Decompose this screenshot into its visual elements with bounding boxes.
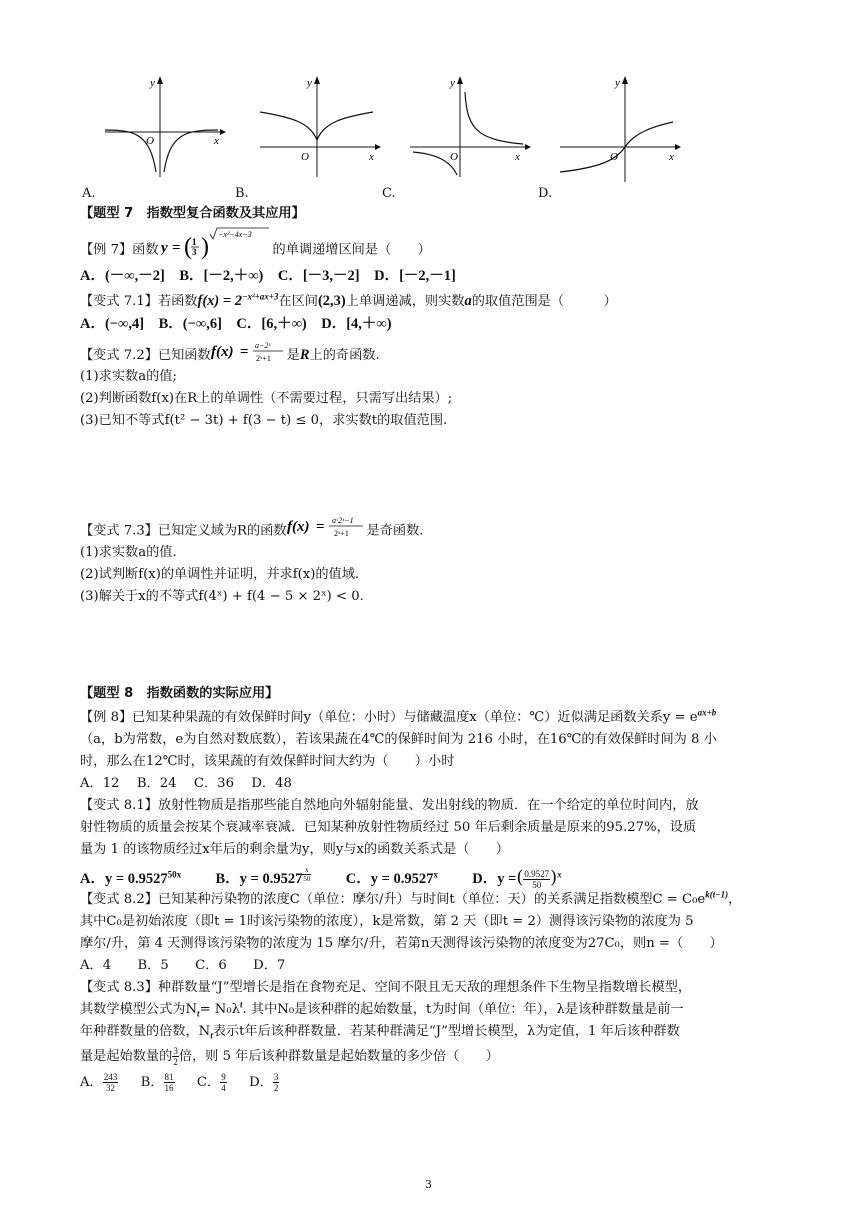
section-title-type7: 【题型 7 指数型复合函数及其应用】 <box>80 206 305 221</box>
variant-7-3-text2: 是奇函数. <box>366 523 424 539</box>
variant-8-1-option-a-exp: 50x <box>167 869 182 880</box>
svg-text:3: 3 <box>191 247 197 257</box>
variant-8-3-option-d-frac <box>273 1072 280 1093</box>
variant-7-2-q1: (1)求实数a的值; <box>80 369 177 384</box>
svg-text:=: = <box>315 519 325 535</box>
example-7-post: 的单调递增区间是（ ） <box>272 242 431 258</box>
variant-8-3-text3a: 年种群数量的倍数，N <box>80 1024 211 1039</box>
graph-option-d <box>555 72 685 182</box>
variant-7-1-text3: 上单调递减，则实数 <box>345 294 465 309</box>
svg-text:O: O <box>301 151 309 163</box>
svg-text:O: O <box>450 151 458 163</box>
variant-8-3-frac-num: 3 <box>173 1046 178 1056</box>
page-number: 3 <box>425 1178 432 1191</box>
variant-8-3-text3b: 表示t年后该种群数量．若某种群满足“J”型增长模型，λ为定值，1 年后该种群数 <box>212 1024 680 1039</box>
variant-8-2-text1: 已知某种污染物的浓度C（单位：摩尔/升）与时间t（单位：天）的关系满足指数模型C = C₀e <box>157 892 706 907</box>
variant-8-3-text2a: 其数学模型公式为N <box>80 1002 198 1017</box>
svg-text:2ˣ+1: 2ˣ+1 <box>333 529 349 538</box>
svg-text:=: = <box>239 343 249 360</box>
variant-7-1-text1: 若函数 <box>157 294 198 309</box>
variant-8-1-option-b-exp <box>302 866 311 883</box>
variant-7-1-func: f(x) = 2 <box>197 293 242 309</box>
graph-option-c <box>405 72 535 182</box>
variant-8-1-option-d-exp: x <box>557 869 562 880</box>
svg-text:y: y <box>150 77 155 89</box>
variant-8-3-sub-t2: t <box>210 1030 213 1041</box>
svg-text:f(x): f(x) <box>210 343 234 360</box>
svg-text:y: y <box>615 77 620 89</box>
variant-8-3-option-d-num: 3 <box>273 1072 279 1082</box>
svg-text:1: 1 <box>191 237 197 247</box>
variant-8-2-head: 【变式 8.2】 <box>80 892 158 907</box>
example-7-options: A．(－∞,－2] B．[－2,＋∞) C．[－3,－2] D．[－2,－1] <box>80 268 456 284</box>
example-7-question <box>80 230 431 261</box>
variant-8-1-option-b: B．y = 0.9527 <box>215 870 303 887</box>
variant-8-3-option-d: D． <box>249 1075 273 1090</box>
svg-text:(: ( <box>183 234 192 260</box>
example-7-formula <box>161 226 271 260</box>
variant-8-3-frac-den: 2 <box>173 1057 178 1067</box>
variant-8-1-options: A．$y = 0.9527^{50x}$ B．y = 0.9527 $^{\frac{x}{50}}$ C．$y = 0.9527^x$ D．y =( $\frac{0.9527}{50}$ )$^x$ <box>80 866 562 890</box>
variant-8-1-text1: 放射性物质是指那些能自然地向外辐射能量、发出射线的物质．在一个给定的单位时间内，放 <box>157 798 699 813</box>
variant-7-1-a: a <box>464 293 472 309</box>
variant-8-2-line1 <box>80 890 741 910</box>
variant-7-2-text2: 是 <box>286 348 300 363</box>
svg-text:O: O <box>146 135 154 147</box>
variant-8-3-sup-t: t <box>240 999 243 1010</box>
svg-text:f(x): f(x) <box>286 519 310 535</box>
variant-7-2-head: 【变式 7.2】 <box>80 348 158 363</box>
variant-8-2-line2: 其中C₀是初始浓度（即t = 1时该污染物的浓度），k是常数，第 2 天（即t = 2）测得该污染物的浓度为 5 <box>80 914 694 929</box>
variant-7-2-text1: 已知函数 <box>157 348 211 363</box>
variant-8-1-option-c-exp: x <box>433 869 438 880</box>
variant-8-1-line1 <box>80 796 699 816</box>
variant-8-3-option-a-den: 32 <box>105 1083 115 1093</box>
variant-8-1-option-d-frac <box>523 869 550 890</box>
variant-8-3-text4a: 量是起始数量的 <box>80 1049 173 1064</box>
svg-text:x: x <box>369 151 374 163</box>
example-7-pre: 函数 <box>132 242 159 258</box>
variant-7-2-text3: 上的奇函数. <box>309 348 380 363</box>
variant-8-3-head: 【变式 8.3】 <box>80 980 158 995</box>
variant-7-1-text2: 在区间 <box>278 294 318 309</box>
variant-8-3-option-b-num: 81 <box>164 1072 174 1082</box>
graph-label-a: A. <box>82 186 96 201</box>
variant-7-2-question: 【变式 7.2】已知函数 f(x) = a−2ˣ 2ˣ+1 是R上的奇函数. <box>80 345 380 366</box>
variant-7-2-formula <box>211 336 287 366</box>
variant-7-1-question <box>80 291 617 312</box>
example-8-exp: ax+b <box>697 707 717 718</box>
variant-7-3-q3: (3)解关于x的不等式f(4ˣ) + f(4 − 5 × 2ˣ) < 0. <box>80 589 364 604</box>
variant-7-3-q2: (2)试判断f(x)的单调性并证明，并求f(x)的值域. <box>80 567 360 582</box>
example-8-line3: 时，那么在12℃时，该果蔬的有效保鲜时间大约为（ ）小时 <box>80 754 455 769</box>
variant-8-1-head: 【变式 8.1】 <box>80 798 158 813</box>
variant-8-3-text4b: 倍，则 5 年后该种群数量是起始数量的多少倍（ ） <box>178 1049 499 1064</box>
variant-7-3-formula <box>287 511 367 541</box>
variant-8-3-option-a-num: 243 <box>103 1072 118 1082</box>
svg-text:2ˣ+1: 2ˣ+1 <box>255 353 271 363</box>
variant-7-3-head: 【变式 7.3】 <box>80 523 158 539</box>
variant-7-1-exp: −x²+ax+3 <box>241 291 279 302</box>
variant-8-1-option-d: D．y = <box>472 870 517 887</box>
variant-8-1-line3: 量为 1 的该物质经过x年后的剩余量为y，则y与x的函数关系式是（ ） <box>80 842 509 857</box>
variant-8-1-option-b-exp-num: x <box>302 866 311 875</box>
svg-text:x: x <box>669 151 674 163</box>
svg-text:x: x <box>214 135 219 147</box>
example-8-line2: （a，b为常数，e为自然对数底数），若该果蔬在4℃的保鲜时间为 216 小时，在16℃的有效保鲜时间为 8 小 <box>80 732 717 747</box>
svg-text:=: = <box>171 240 181 256</box>
variant-8-1-option-d-den: 50 <box>532 879 542 890</box>
variant-8-2-line3: 摩尔/升，第 4 天测得该污染物的浓度为 15 摩尔/升，若第n天测得该污染物的浓度变为27C₀，则n =（ ） <box>80 936 723 951</box>
section-title-type8: 【题型 8 指数函数的实际应用】 <box>80 686 279 701</box>
graph-option-a <box>100 72 230 182</box>
example-8-text1: 已知某种果蔬的有效保鲜时间y（单位：小时）与储藏温度x（单位：℃）近似满足函数关系y = e <box>132 710 698 725</box>
example-8-line1 <box>80 708 716 728</box>
variant-8-1-option-c: C．y = 0.9527 <box>345 870 434 887</box>
variant-7-2-q3: (3)已知不等式f(t² − 3t) + f(3 − t) ≤ 0，求实数t的取值范围. <box>80 413 448 428</box>
variant-7-3-q1: (1)求实数a的值. <box>80 545 177 560</box>
example-8-head: 【例 8】 <box>80 710 133 725</box>
variant-8-3-option-c-den: 4 <box>221 1083 226 1093</box>
variant-8-3-text2b: = N₀λ <box>199 1002 240 1017</box>
graph-label-b: B. <box>235 186 249 201</box>
variant-8-3-option-b: B． <box>140 1075 164 1090</box>
variant-7-2-q2: (2)判断函数f(x)在R上的单调性（不需要过程，只需写出结果）; <box>80 391 453 406</box>
variant-8-3-line2 <box>80 1000 684 1020</box>
variant-8-3-text1: 种群数量“J”型增长是指在食物充足、空间不限且无天敌的理想条件下生物呈指数增长模型， <box>157 980 692 995</box>
variant-7-1-interval: (2,3) <box>317 293 346 309</box>
svg-text:a·2ˣ−1: a·2ˣ−1 <box>331 516 354 525</box>
variant-8-2-options: A．4 B．5 C．6 D．7 <box>80 958 286 973</box>
svg-text:a−2ˣ: a−2ˣ <box>254 340 271 350</box>
variant-8-3-option-c: C． <box>196 1075 221 1090</box>
svg-text:y: y <box>160 240 168 256</box>
variant-8-1-option-d-num: 0.9527 <box>524 868 550 879</box>
graph-label-c: C. <box>382 186 396 201</box>
variant-8-3-line1 <box>80 978 691 998</box>
svg-text:O: O <box>610 151 618 163</box>
variant-8-2-exp: k(t−1) <box>705 889 729 900</box>
variant-8-3-option-d-den: 2 <box>273 1083 279 1093</box>
variant-7-1-options: A．(−∞,4] B．(−∞,6] C．[6,＋∞) D．[4,＋∞) <box>80 316 392 332</box>
svg-text:y: y <box>307 77 312 89</box>
variant-8-2-text1-end: ， <box>728 892 742 907</box>
svg-text:): ) <box>200 234 209 260</box>
graph-label-d: D. <box>538 186 553 201</box>
variant-8-3-line4 <box>80 1046 499 1067</box>
svg-text:−x²−4x−3: −x²−4x−3 <box>217 230 252 239</box>
variant-8-3-option-c-frac <box>220 1072 227 1093</box>
variant-8-3-option-b-den: 16 <box>164 1083 174 1093</box>
variant-7-3-question <box>80 516 424 542</box>
variant-8-3-sub-t: t <box>197 1008 200 1019</box>
variant-8-1-option-b-exp-den: 50 <box>303 875 311 883</box>
variant-8-3-option-a-frac <box>103 1072 119 1093</box>
variant-8-3-text2c: . 其中N₀是该种群的起始数量，t为时间（单位：年），λ是该种群数量是前一 <box>242 1002 684 1017</box>
variant-8-3-option-c-num: 9 <box>221 1072 226 1082</box>
variant-7-3-text1: 已知定义域为R的函数 <box>157 523 287 539</box>
variant-8-3-line3 <box>80 1022 680 1042</box>
variant-7-1-text4: 的取值范围是（ ） <box>471 294 617 309</box>
variant-8-3-option-a: A． <box>80 1075 103 1090</box>
example-7-head: 【例 7】 <box>80 242 133 258</box>
variant-8-1-line2: 射性物质的质量会按某个衰减率衰减．已知某种放射性物质经过 50 年后剩余质量是原来的95.27%，设质 <box>80 820 697 835</box>
svg-text:x: x <box>515 151 520 163</box>
variant-8-3-options <box>80 1072 279 1093</box>
variant-7-1-head: 【变式 7.1】 <box>80 294 158 309</box>
variant-8-1-option-a: A．y = 0.9527 <box>80 870 168 887</box>
example-8-options: A．12 B．24 C．36 D．48 <box>80 776 292 791</box>
svg-text:y: y <box>450 77 455 89</box>
variant-8-3-option-b-frac <box>164 1072 175 1093</box>
graph-option-b <box>255 72 385 182</box>
